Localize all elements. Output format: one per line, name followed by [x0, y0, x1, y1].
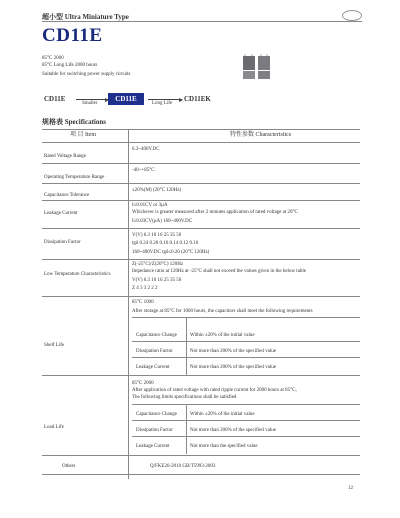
row-value-line: 85°C 1000	[132, 300, 154, 305]
row-value-line: After storage at 85°C for 1000 hours, the capacitors shall meet the following requirements	[132, 309, 313, 314]
col-header-item: 项 目 Item	[70, 132, 96, 138]
sub-value: Not more than 200% of the specified value	[190, 365, 276, 370]
sub-label: Capacitance Change	[136, 333, 177, 338]
row-item-label: Low Temperature Characteristics	[44, 272, 111, 277]
row-item-label: Leakage Current	[44, 211, 78, 216]
row-value-line: 85°C 2000	[132, 381, 154, 386]
table-col-divider	[128, 129, 129, 479]
series-title: 超小型 Ultra Miniature Type	[42, 13, 129, 21]
row-value-line: V(V) 6.3 10 16 25 35 50	[132, 233, 182, 238]
feature-line-2: 85°C Long Life 2000 hours	[42, 63, 98, 68]
row-value-line: -40~+85°C	[132, 168, 155, 173]
brand-logo	[342, 10, 362, 21]
row-value-line: The following limits specifications shall be satisfied	[132, 395, 237, 400]
subtable-border	[132, 420, 360, 421]
subtable-border	[132, 357, 360, 358]
sub-value: Not more than 200% of the specified value	[190, 349, 276, 354]
table-bottom-border	[42, 474, 360, 475]
page-number: 12	[348, 486, 353, 491]
row-value-line: Whichever is greater measured after 2 minutes application of rated voltage at 20°C	[132, 210, 298, 215]
sub-value: Not more than 200% of the specified value	[190, 428, 276, 433]
row-value-line: Z 4 3 3 2 2 2	[132, 286, 158, 291]
sub-value: Not more than the specified value	[190, 444, 258, 449]
row-divider	[42, 375, 360, 376]
feature-line-3: Suitable for switching power supply circuits	[42, 72, 131, 77]
row-divider	[42, 163, 360, 164]
row-item-label: Shelf Life	[44, 343, 65, 348]
row-value-line: After application of rated voltage with rated ripple current for 2000 hours at 85°C,	[132, 388, 297, 393]
flow-center-box: CD11E	[108, 93, 144, 105]
row-value-line: 6.3~400V.DC	[132, 147, 160, 152]
row-value-line: V(V) 6.3 10 16 25 35 50	[132, 278, 182, 283]
row-item-label: Rated Voltage Range	[44, 154, 87, 159]
sub-label: Dissipation Factor	[136, 349, 173, 354]
row-item-label: Capacitance Tolerance	[44, 193, 90, 198]
flow-left-model: CD11E	[44, 95, 66, 103]
table-top-border	[42, 129, 360, 130]
model-title: CD11E	[42, 25, 103, 46]
sub-label: Capacitance Change	[136, 412, 177, 417]
subtable-divider	[186, 317, 187, 375]
sub-label: Dissipation Factor	[136, 428, 173, 433]
subtable-border	[132, 341, 360, 342]
table-header-border	[42, 142, 360, 143]
row-item-label: Operating Temperature Range	[44, 175, 105, 180]
row-item-label: Dissipation Factor	[44, 240, 81, 245]
row-value-line: Z(-25°C)/Z(20°C) 120Hz	[132, 262, 184, 267]
specs-heading: 规格表 Specifications	[42, 118, 106, 126]
row-value-line: Q/FKE26-2010 GB/T5993-2003	[150, 464, 216, 469]
row-value-line: Impedance ratio at 120Hz at -25°C shall not exceed the values given in the below table	[132, 269, 307, 274]
row-value-line: ±20%(M) (20°C 120Hz)	[132, 188, 182, 193]
row-divider	[42, 200, 360, 201]
flow-right-note: Long Life	[152, 101, 173, 106]
col-header-characteristics: 特性参数 Characteristics	[230, 132, 292, 138]
sub-label: Leakage Current	[136, 365, 170, 370]
row-divider	[42, 228, 360, 229]
row-value-line: I≤0.01CV or 3µA	[132, 203, 168, 208]
row-divider	[42, 455, 360, 456]
sub-value: Within ±20% of the initial value	[190, 412, 255, 417]
sub-label: Leakage Current	[136, 444, 170, 449]
subtable-border	[132, 317, 360, 318]
flow-left-note: Smaller	[82, 101, 98, 106]
row-item-label: Load Life	[44, 425, 64, 430]
row-value-line: 160~400V.DC tgδ≤0.20 (20°C 120Hz)	[132, 250, 210, 255]
header-divider	[42, 21, 362, 22]
capacitor-image	[240, 54, 276, 82]
row-value-line: I≤0.03CV(µA) 160~400V.DC	[132, 219, 193, 224]
flow-right-model: CD11EK	[184, 95, 211, 103]
sub-value: Within ±20% of the initial value	[190, 333, 255, 338]
flow-left-arrow	[76, 99, 108, 100]
row-divider	[42, 296, 360, 297]
row-item-label: Others	[62, 464, 76, 469]
row-value-line: tgδ 0.24 0.20 0.16 0.14 0.12 0.10	[132, 241, 199, 246]
subtable-divider	[186, 404, 187, 454]
row-divider	[42, 183, 360, 184]
subtable-border	[132, 436, 360, 437]
feature-line-1: 85°C 2000	[42, 56, 64, 61]
subtable-border	[132, 404, 360, 405]
row-divider	[42, 259, 360, 260]
flow-right-arrow	[148, 99, 182, 100]
